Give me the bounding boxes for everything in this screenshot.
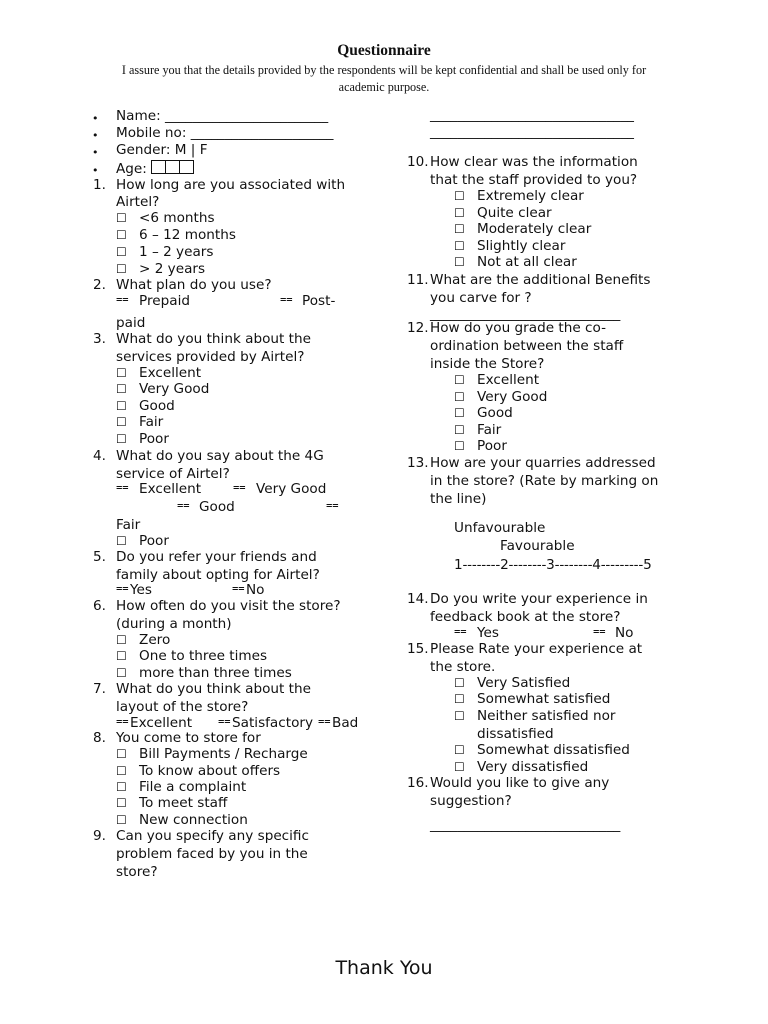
- question-6-text: How often do you visit the store?: [116, 598, 341, 614]
- question-4-text: service of Airtel?: [116, 466, 230, 482]
- checkbox-icon[interactable]: ☐: [454, 709, 465, 723]
- option-label: Very dissatisfied: [477, 759, 589, 775]
- checkbox-icon[interactable]: ☐: [454, 423, 465, 437]
- radio-icon[interactable]: ⩵: [218, 714, 231, 727]
- checkbox-icon[interactable]: ☐: [454, 239, 465, 253]
- option-label: To know about offers: [139, 763, 281, 779]
- question-11-text: you carve for ?: [430, 290, 532, 306]
- question-13-text: How are your quarries addressed: [430, 455, 656, 471]
- question-5-text: family about opting for Airtel?: [116, 567, 320, 583]
- bullet-icon: •: [92, 164, 99, 177]
- option-label: Fair: [139, 414, 164, 430]
- checkbox-icon[interactable]: ☐: [116, 764, 127, 778]
- bullet-icon: •: [92, 146, 99, 159]
- radio-icon[interactable]: ⩵: [116, 480, 129, 493]
- radio-icon[interactable]: ⩵: [280, 292, 293, 305]
- option-label: Prepaid: [139, 293, 190, 309]
- checkbox-icon[interactable]: ☐: [454, 439, 465, 453]
- question-number: 12.: [407, 320, 429, 336]
- question-2-text: What plan do you use?: [116, 277, 272, 293]
- option-label: > 2 years: [139, 261, 206, 277]
- question-10-text: that the staff provided to you?: [430, 172, 638, 188]
- answer-line[interactable]: ______________________________: [430, 124, 634, 140]
- scale-favourable-label: Favourable: [500, 538, 575, 554]
- checkbox-icon[interactable]: ☐: [116, 382, 127, 396]
- option-label: more than three times: [139, 665, 292, 681]
- bullet-icon: •: [92, 112, 99, 125]
- option-label: Extremely clear: [477, 188, 584, 204]
- question-1-text: Airtel?: [116, 194, 160, 210]
- radio-icon[interactable]: ⩵: [233, 480, 246, 493]
- checkbox-icon[interactable]: ☐: [116, 649, 127, 663]
- question-3-text: What do you think about the: [116, 331, 311, 347]
- option-label: Somewhat satisfied: [477, 691, 611, 707]
- checkbox-icon[interactable]: ☐: [116, 813, 127, 827]
- checkbox-icon[interactable]: ☐: [454, 373, 465, 387]
- question-9-text: Can you specify any specific: [116, 828, 309, 844]
- option-label: To meet staff: [139, 795, 228, 811]
- question-10-text: How clear was the information: [430, 154, 638, 170]
- checkbox-icon[interactable]: ☐: [454, 206, 465, 220]
- answer-line[interactable]: ____________________________: [430, 817, 621, 833]
- name-field[interactable]: Name: ________________________: [116, 108, 329, 124]
- option-label: Quite clear: [477, 205, 552, 221]
- question-3-text: services provided by Airtel?: [116, 349, 305, 365]
- question-number: 2.: [93, 277, 106, 293]
- option-label: <6 months: [139, 210, 215, 226]
- option-label: Somewhat dissatisfied: [477, 742, 630, 758]
- question-7-text: layout of the store?: [116, 699, 249, 715]
- option-label: Slightly clear: [477, 238, 566, 254]
- scale-unfavourable-label: Unfavourable: [454, 520, 546, 536]
- question-5-text: Do you refer your friends and: [116, 549, 317, 565]
- question-14-text: Do you write your experience in: [430, 591, 648, 607]
- option-label: Good: [477, 405, 513, 421]
- option-label: Zero: [139, 632, 171, 648]
- checkbox-icon[interactable]: ☐: [116, 747, 127, 761]
- option-label: File a complaint: [139, 779, 247, 795]
- question-4-text: What do you say about the 4G: [116, 448, 324, 464]
- checkbox-icon[interactable]: ☐: [454, 222, 465, 236]
- checkbox-icon[interactable]: ☐: [116, 666, 127, 680]
- question-16-text: suggestion?: [430, 793, 512, 809]
- option-label: Very Satisfied: [477, 675, 571, 691]
- option-label: dissatisfied: [477, 726, 554, 742]
- checkbox-icon[interactable]: ☐: [116, 534, 127, 548]
- question-15-text: the store.: [430, 659, 496, 675]
- age-label: Age:: [116, 160, 193, 177]
- checkbox-icon[interactable]: ☐: [454, 743, 465, 757]
- checkbox-icon[interactable]: ☐: [454, 189, 465, 203]
- question-number: 3.: [93, 331, 106, 347]
- question-7-text: What do you think about the: [116, 681, 311, 697]
- question-number: 15.: [407, 641, 429, 657]
- question-number: 5.: [93, 549, 106, 565]
- checkbox-icon[interactable]: ☐: [116, 415, 127, 429]
- option-label: paid: [116, 315, 146, 331]
- checkbox-icon[interactable]: ☐: [116, 228, 127, 242]
- checkbox-icon[interactable]: ☐: [116, 796, 127, 810]
- radio-icon[interactable]: ⩵: [318, 714, 331, 727]
- checkbox-icon[interactable]: ☐: [116, 399, 127, 413]
- radio-icon[interactable]: ⩵: [116, 581, 129, 594]
- checkbox-icon[interactable]: ☐: [454, 676, 465, 690]
- radio-icon[interactable]: ⩵: [232, 581, 245, 594]
- question-number: 10.: [407, 154, 429, 170]
- checkbox-icon[interactable]: ☐: [116, 262, 127, 276]
- option-label: Poor: [139, 431, 169, 447]
- mobile-field[interactable]: Mobile no: _____________________: [116, 125, 334, 141]
- option-label: One to three times: [139, 648, 268, 664]
- option-label: Excellent: [139, 481, 202, 497]
- option-label: Fair: [477, 422, 502, 438]
- question-8-text: You come to store for: [116, 730, 261, 746]
- question-9-text: problem faced by you in the: [116, 846, 308, 862]
- radio-icon[interactable]: ⩵: [454, 624, 467, 637]
- option-label: Excellent: [139, 365, 202, 381]
- option-label: Excellent: [130, 715, 193, 731]
- question-number: 13.: [407, 455, 429, 471]
- question-number: 7.: [93, 681, 106, 697]
- option-label: Poor: [139, 533, 169, 549]
- question-number: 4.: [93, 448, 106, 464]
- radio-icon[interactable]: ⩵: [177, 498, 190, 511]
- option-label: Excellent: [477, 372, 540, 388]
- question-number: 14.: [407, 591, 429, 607]
- option-label: Bill Payments / Recharge: [139, 746, 308, 762]
- option-label: Moderately clear: [477, 221, 592, 237]
- question-9-text: store?: [116, 864, 158, 880]
- age-input-boxes[interactable]: [151, 161, 193, 177]
- question-number: 16.: [407, 775, 429, 791]
- option-label: Neither satisfied nor: [477, 708, 616, 724]
- checkbox-icon[interactable]: ☐: [454, 760, 465, 774]
- option-label: No: [615, 625, 634, 641]
- option-label: Very Good: [477, 389, 548, 405]
- option-label: Bad: [332, 715, 359, 731]
- radio-icon[interactable]: ⩵: [326, 498, 339, 511]
- gender-field[interactable]: Gender: M | F: [116, 142, 208, 158]
- option-label: Not at all clear: [477, 254, 577, 270]
- thank-you-text: Thank You: [335, 957, 433, 979]
- checkbox-icon[interactable]: ☐: [116, 245, 127, 259]
- checkbox-icon[interactable]: ☐: [116, 211, 127, 225]
- question-number: 8.: [93, 730, 106, 746]
- question-12-text: inside the Store?: [430, 356, 545, 372]
- question-12-text: ordination between the staff: [430, 338, 624, 354]
- question-6-text: (during a month): [116, 616, 232, 632]
- checkbox-icon[interactable]: ☐: [116, 432, 127, 446]
- bullet-icon: •: [92, 129, 99, 142]
- option-label: Very Good: [256, 481, 327, 497]
- answer-line[interactable]: ____________________________: [430, 306, 621, 322]
- page-title: Questionnaire: [337, 42, 431, 59]
- question-number: 11.: [407, 272, 429, 288]
- option-label: No: [246, 582, 265, 598]
- radio-icon[interactable]: ⩵: [116, 714, 129, 727]
- checkbox-icon[interactable]: ☐: [116, 780, 127, 794]
- question-16-text: Would you like to give any: [430, 775, 610, 791]
- option-label: Yes: [477, 625, 499, 641]
- answer-line[interactable]: ______________________________: [430, 107, 634, 123]
- option-label: New connection: [139, 812, 248, 828]
- question-12-text: How do you grade the co-: [430, 320, 606, 336]
- question-13-text: the line): [430, 491, 487, 507]
- question-1-text: How long are you associated with: [116, 177, 346, 193]
- checkbox-icon[interactable]: ☐: [454, 406, 465, 420]
- rating-scale-line[interactable]: 1--------2--------3--------4---------5: [454, 557, 652, 573]
- question-13-text: in the store? (Rate by marking on: [430, 473, 659, 489]
- option-label: Very Good: [139, 381, 210, 397]
- radio-icon[interactable]: ⩵: [593, 624, 606, 637]
- option-label: Satisfactory: [232, 715, 314, 731]
- option-label: Poor: [477, 438, 507, 454]
- option-label: 6 – 12 months: [139, 227, 236, 243]
- question-14-text: feedback book at the store?: [430, 609, 621, 625]
- question-number: 6.: [93, 598, 106, 614]
- option-label: Yes: [130, 582, 152, 598]
- option-label: Fair: [116, 517, 141, 533]
- checkbox-icon[interactable]: ☐: [116, 633, 127, 647]
- confidentiality-note: I assure you that the details provided by the respondents will be kept confidential and shall be used only for academic purpose.: [121, 63, 647, 94]
- question-11-text: What are the additional Benefits: [430, 272, 651, 288]
- question-number: 1.: [93, 177, 106, 193]
- radio-icon[interactable]: ⩵: [116, 292, 129, 305]
- option-label: Good: [199, 499, 235, 515]
- option-label: Post-: [302, 293, 336, 309]
- question-15-text: Please Rate your experience at: [430, 641, 643, 657]
- checkbox-icon[interactable]: ☐: [454, 390, 465, 404]
- option-label: Good: [139, 398, 175, 414]
- checkbox-icon[interactable]: ☐: [116, 366, 127, 380]
- checkbox-icon[interactable]: ☐: [454, 255, 465, 269]
- question-number: 9.: [93, 828, 106, 844]
- checkbox-icon[interactable]: ☐: [454, 692, 465, 706]
- option-label: 1 – 2 years: [139, 244, 214, 260]
